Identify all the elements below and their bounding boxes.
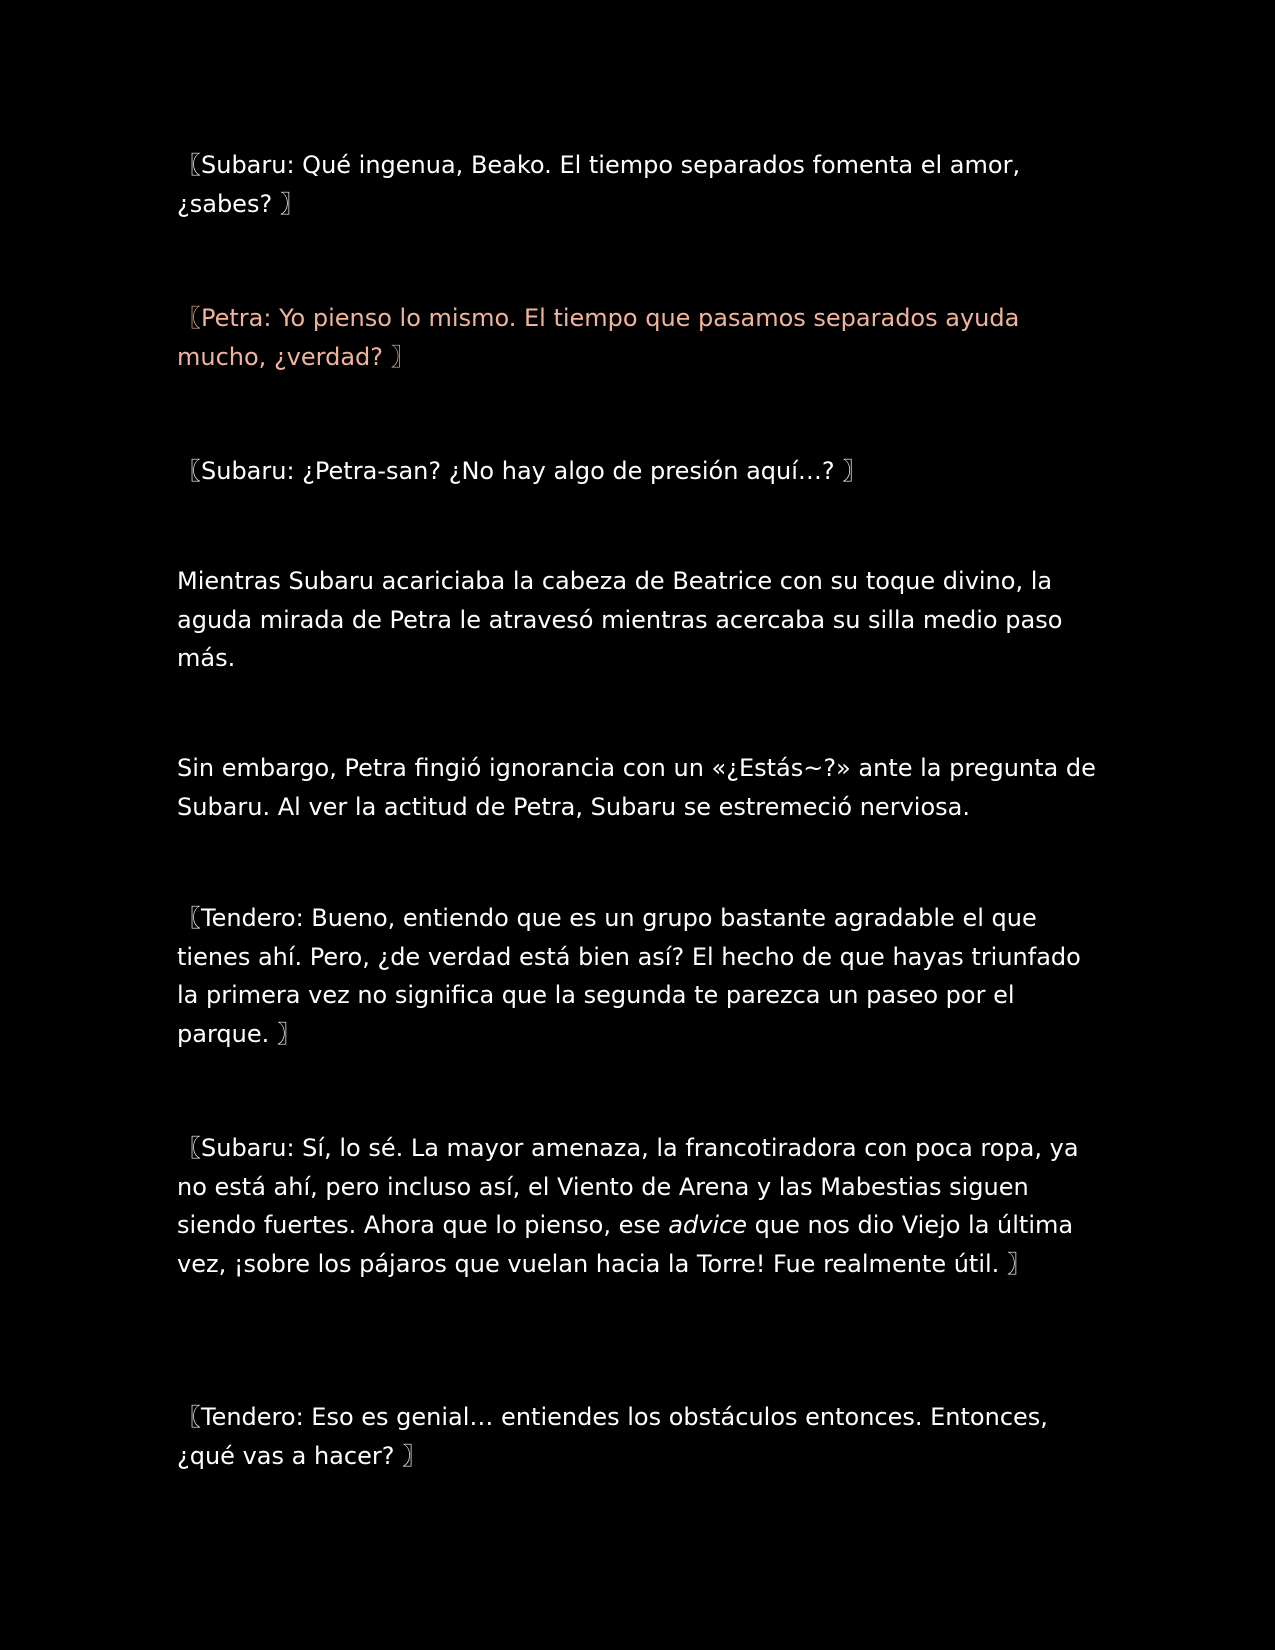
dialogue-subaru-3-emphasis: advice: [668, 1211, 748, 1239]
narration-paragraph-2: Sin embargo, Petra fingió ignorancia con un «¿Estás~?» ante la pregunta de Subaru. Al ver la actitud de Petra, Subaru se estremeció nerviosa.: [177, 754, 1096, 821]
dialogue-tendero-2: 〖Tendero: Eso es genial… entiendes los obstáculos entonces. Entonces, ¿qué vas a hacer? 〗: [177, 1403, 1048, 1470]
dialogue-subaru-3-before: 〖Subaru: Sí, lo sé. La mayor amenaza, la francotiradora con poca ropa, ya no está ahí, pero incluso así, el Viento de Arena y las Mabestias siguen siendo fuertes. Ahora que lo pienso, ese: [177, 1134, 1079, 1239]
dialogue-subaru-2: 〖Subaru: ¿Petra-san? ¿No hay algo de presión aquí…? 〗: [177, 457, 867, 485]
dialogue-subaru-3: [177, 1129, 1097, 1283]
dialogue-tendero-1: 〖Tendero: Bueno, entiendo que es un grupo bastante agradable el que tienes ahí. Pero, ¿de verdad está bien así? El hecho de que hayas triunfado la primera vez no significa que la segunda te parezca un paseo por el parque. 〗: [177, 904, 1081, 1048]
narration-paragraph-1: Mientras Subaru acariciaba la cabeza de Beatrice con su toque divino, la aguda mirada de Petra le atravesó mientras acercaba su silla medio paso más.: [177, 567, 1063, 672]
dialogue-subaru-3-after: que nos dio Viejo la última vez, ¡sobre los pájaros que vuelan hacia la Torre! Fue realmente útil. 〗: [177, 1211, 1074, 1278]
dialogue-subaru-1: 〖Subaru: Qué ingenua, Beako. El tiempo separados fomenta el amor, ¿sabes? 〗: [177, 151, 1021, 218]
dialogue-petra: 〖Petra: Yo pienso lo mismo. El tiempo que pasamos separados ayuda mucho, ¿verdad? 〗: [177, 304, 1020, 371]
